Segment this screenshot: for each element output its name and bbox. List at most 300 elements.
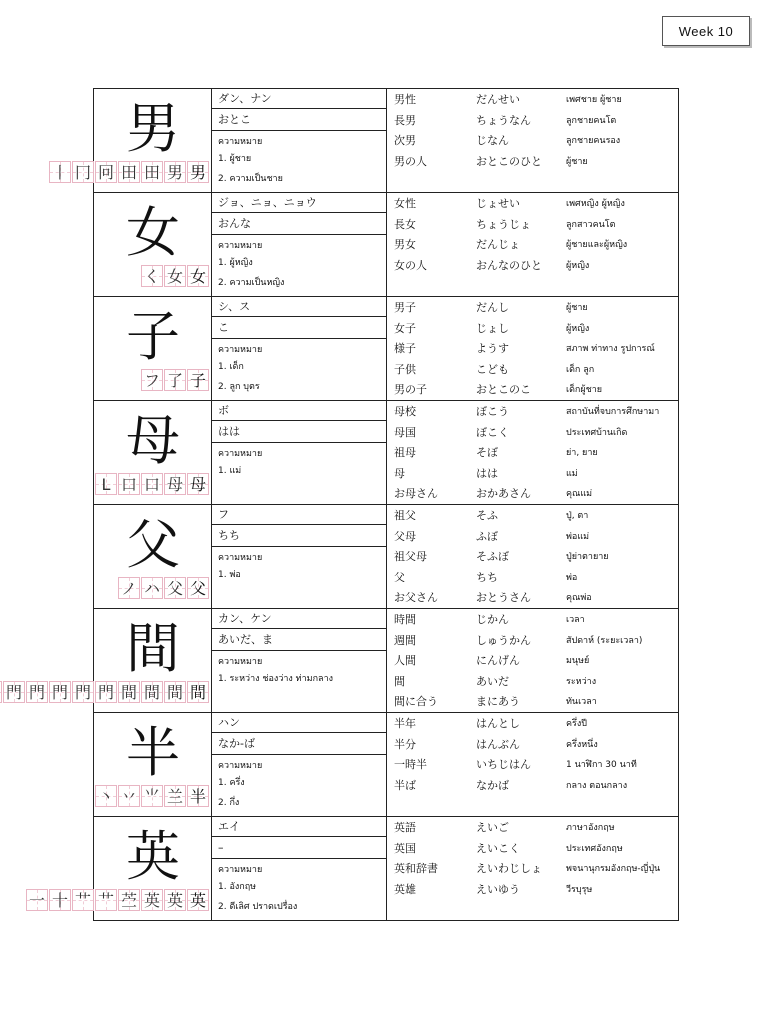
reading-cell — [212, 297, 387, 400]
stroke-glyph: 間 — [189, 683, 206, 702]
stroke-step — [3, 681, 25, 703]
vocab-meaning: 1 นาฬิกา 30 นาที — [566, 760, 637, 771]
meaning-heading: ความหมาย — [218, 657, 263, 667]
stroke-glyph: 口 — [143, 475, 160, 494]
vocab-item — [387, 111, 678, 132]
stroke-order — [140, 265, 209, 289]
stroke-step — [49, 889, 71, 911]
vocab-item — [387, 443, 678, 464]
vocab-reading: ぼこう — [476, 405, 509, 418]
kanji-cell — [51, 89, 212, 192]
stroke-step — [164, 785, 186, 807]
vocabulary-cell — [387, 89, 678, 193]
kanji-row — [94, 297, 678, 401]
stroke-glyph: 母 — [189, 475, 206, 494]
vocab-meaning: ผู้ชาย — [566, 303, 588, 313]
stroke-glyph: 父 — [166, 579, 183, 598]
on-reading: エイ — [212, 817, 386, 837]
vocab-reading: だんし — [476, 301, 509, 314]
kanji-character: 男 — [126, 97, 180, 160]
vocab-item — [387, 194, 678, 215]
kun-reading: こ — [212, 317, 386, 339]
vocab-meaning: คุณแม่ — [566, 489, 593, 500]
stroke-step — [118, 681, 140, 703]
kun-reading: あいだ、ま — [212, 629, 386, 651]
vocab-word: 男の人 — [394, 154, 427, 168]
vocab-meaning: ลูกสาวคนโต — [566, 219, 616, 230]
on-reading: フ — [212, 505, 386, 525]
vocab-reading: はんとし — [476, 717, 520, 730]
vocab-item — [387, 235, 678, 256]
meaning-heading: ความหมาย — [218, 449, 263, 459]
vocab-item — [387, 527, 678, 548]
stroke-step — [164, 473, 186, 495]
vocab-meaning: กลาง ตอนกลาง — [566, 780, 628, 791]
vocab-item — [387, 380, 678, 401]
vocab-word: 子供 — [394, 362, 416, 376]
vocab-reading: ぼこく — [476, 425, 509, 439]
vocab-reading: おとこのひと — [476, 154, 542, 168]
stroke-order — [117, 577, 209, 601]
kanji-row — [5, 609, 678, 713]
stroke-glyph: L — [101, 475, 111, 494]
on-reading: カン、ケン — [212, 609, 386, 629]
stroke-step — [141, 161, 163, 183]
vocab-meaning: ประเทศอังกฤษ — [566, 843, 623, 854]
vocabulary-cell — [387, 817, 678, 921]
stroke-step — [118, 889, 140, 911]
stroke-step — [118, 785, 140, 807]
vocab-reading: はは — [476, 466, 498, 480]
vocabulary-cell — [387, 713, 678, 817]
stroke-glyph: 門 — [28, 683, 45, 702]
vocab-item — [387, 319, 678, 340]
stroke-glyph: 英 — [189, 891, 206, 910]
stroke-glyph: 丶 — [97, 787, 114, 806]
reading-cell — [212, 609, 387, 712]
stroke-step — [187, 889, 209, 911]
stroke-glyph: 女 — [189, 267, 206, 286]
stroke-step — [0, 681, 2, 703]
vocab-meaning: ทันเวลา — [566, 697, 597, 708]
kun-reading: はは — [212, 421, 386, 443]
stroke-glyph: 田 — [143, 163, 160, 182]
stroke-step — [141, 265, 163, 287]
stroke-glyph: 艹 — [97, 891, 114, 910]
vocab-reading: えいわじしょ — [476, 862, 542, 876]
reading-cell — [212, 505, 387, 608]
vocab-item — [387, 152, 678, 173]
on-reading: ジョ、ニョ、ニョウ — [212, 193, 386, 213]
stroke-step — [164, 681, 186, 703]
vocab-item — [387, 672, 678, 693]
kun-reading: おとこ — [212, 109, 386, 131]
vocab-meaning: ลูกชายคนรอง — [566, 136, 621, 147]
stroke-step — [72, 161, 94, 183]
stroke-step — [164, 265, 186, 287]
stroke-glyph: 男 — [189, 163, 206, 182]
kanji-character: 間 — [126, 617, 180, 680]
kanji-cell — [94, 505, 212, 608]
vocab-meaning: ประเทศบ้านเกิด — [566, 427, 628, 438]
vocab-reading: しゅうかん — [476, 633, 531, 647]
vocab-item — [387, 131, 678, 152]
vocab-word: 祖父 — [394, 509, 416, 522]
stroke-glyph: 了 — [166, 371, 183, 390]
vocab-word: 男の子 — [394, 383, 427, 397]
stroke-glyph: 冂 — [74, 163, 91, 182]
vocab-word: 祖父母 — [394, 550, 427, 564]
vocabulary-cell — [387, 193, 678, 297]
stroke-glyph: 間 — [166, 683, 183, 702]
stroke-glyph: 母 — [166, 475, 183, 494]
stroke-glyph: 冋 — [97, 163, 114, 182]
meaning-item: 1. พ่อ — [218, 570, 241, 580]
stroke-step — [141, 681, 163, 703]
vocab-meaning: เพศชาย ผู้ชาย — [566, 95, 622, 105]
vocabulary-cell — [387, 401, 678, 505]
vocab-meaning: ครึ่งหนึ่ง — [566, 739, 598, 750]
kanji-row — [94, 193, 678, 297]
stroke-glyph: 英 — [166, 891, 183, 910]
vocab-item — [387, 588, 678, 609]
vocab-meaning: เพศหญิง ผู้หญิง — [566, 199, 625, 209]
vocab-meaning: เด็กผู้ชาย — [566, 385, 603, 396]
vocab-reading: ちょうなん — [476, 113, 531, 127]
vocab-reading: だんじょ — [476, 238, 520, 252]
vocab-item — [387, 859, 678, 880]
vocab-word: 次男 — [394, 134, 416, 148]
meaning-item: 2. ลูก บุตร — [218, 382, 260, 392]
vocab-item — [387, 547, 678, 568]
vocab-meaning: พจนานุกรมอังกฤษ-ญี่ปุ่น — [566, 864, 661, 875]
vocab-word: 父 — [394, 570, 405, 584]
stroke-step — [95, 161, 117, 183]
vocab-meaning: ปู่ย่าตายาย — [566, 552, 609, 563]
stroke-glyph: 間 — [120, 683, 137, 702]
vocab-word: 祖母 — [394, 446, 416, 460]
reading-cell — [212, 89, 387, 192]
stroke-order — [140, 369, 209, 393]
meaning-heading: ความหมาย — [218, 865, 263, 875]
stroke-glyph: 門 — [5, 683, 22, 702]
stroke-order — [0, 681, 209, 705]
vocab-reading: えいご — [476, 821, 509, 834]
vocab-reading: そぼ — [476, 446, 498, 460]
vocab-meaning: คุณพ่อ — [566, 593, 592, 604]
vocab-meaning: ผู้ชายและผู้หญิง — [566, 240, 628, 251]
stroke-step — [164, 161, 186, 183]
stroke-order — [94, 785, 209, 809]
vocab-word: 母 — [394, 466, 405, 480]
vocab-item — [387, 568, 678, 589]
reading-cell — [212, 817, 387, 920]
stroke-step — [164, 889, 186, 911]
kun-reading: なか-ば — [212, 733, 386, 755]
vocabulary-cell — [387, 609, 678, 713]
vocabulary-cell — [387, 505, 678, 609]
vocab-reading: えいこく — [476, 841, 520, 855]
stroke-step — [26, 889, 48, 911]
vocab-reading: じかん — [476, 613, 509, 626]
vocab-meaning: ผู้หญิง — [566, 323, 590, 334]
stroke-glyph: 丨 — [51, 163, 68, 182]
stroke-step — [187, 681, 209, 703]
vocab-item — [387, 298, 678, 319]
on-reading: ボ — [212, 401, 386, 421]
vocab-reading: こども — [476, 362, 509, 376]
vocab-word: 英和辞書 — [394, 862, 438, 876]
vocab-meaning: ครึ่งปี — [566, 719, 587, 729]
kanji-character: 英 — [126, 825, 180, 888]
vocab-meaning: พ่อแม่ — [566, 531, 590, 542]
vocab-meaning: มนุษย์ — [566, 656, 590, 667]
vocab-reading: じなん — [476, 134, 509, 148]
kun-reading: おんな — [212, 213, 386, 235]
stroke-step — [118, 577, 140, 599]
stroke-glyph: 門 — [74, 683, 91, 702]
vocab-word: お母さん — [394, 487, 438, 501]
vocab-meaning: วีรบุรุษ — [566, 884, 593, 895]
stroke-step — [49, 161, 71, 183]
vocab-word: 人間 — [394, 654, 416, 668]
vocab-item — [387, 692, 678, 713]
stroke-step — [187, 577, 209, 599]
vocab-word: 男性 — [394, 93, 416, 106]
kanji-cell — [94, 401, 212, 504]
stroke-glyph: 十 — [51, 891, 68, 910]
stroke-step — [72, 681, 94, 703]
vocab-reading: おとこのこ — [476, 383, 531, 397]
kanji-cell — [94, 193, 212, 296]
vocab-meaning: แม่ — [566, 468, 578, 479]
vocab-item — [387, 90, 678, 111]
vocab-word: 長男 — [394, 113, 416, 127]
stroke-order — [25, 889, 209, 913]
vocab-word: 男女 — [394, 238, 416, 252]
vocab-reading: じょし — [476, 321, 509, 335]
kanji-row — [94, 713, 678, 817]
vocab-item — [387, 256, 678, 277]
stroke-step — [141, 473, 163, 495]
vocab-item — [387, 631, 678, 652]
vocab-word: 男子 — [394, 301, 416, 314]
stroke-glyph: 艹 — [74, 891, 91, 910]
kanji-row — [94, 505, 678, 609]
vocab-meaning: สถาบันที่จบการศึกษามา — [566, 407, 660, 417]
vocab-reading: いちじはん — [476, 758, 531, 772]
vocab-word: 様子 — [394, 342, 416, 356]
stroke-glyph: く — [143, 267, 160, 286]
vocab-reading: ふぼ — [476, 529, 498, 543]
kanji-cell — [28, 817, 212, 920]
vocab-word: 英雄 — [394, 882, 416, 896]
vocab-meaning: ผู้หญิง — [566, 260, 590, 271]
week-label: Week 10 — [662, 16, 750, 46]
kanji-row — [28, 817, 678, 921]
vocab-word: 半分 — [394, 737, 416, 751]
vocab-item — [387, 818, 678, 839]
stroke-step — [187, 785, 209, 807]
kanji-character: 半 — [126, 721, 180, 784]
vocab-word: 母国 — [394, 425, 416, 439]
vocab-reading: えいゆう — [476, 882, 520, 896]
stroke-step — [187, 161, 209, 183]
vocab-meaning: ภาษาอังกฤษ — [566, 823, 615, 833]
stroke-step — [118, 161, 140, 183]
vocab-word: 女子 — [394, 321, 416, 335]
vocab-reading: じょせい — [476, 197, 520, 210]
stroke-step — [141, 889, 163, 911]
vocab-reading: まにあう — [476, 695, 520, 709]
kanji-character: 母 — [126, 409, 180, 472]
vocab-item — [387, 464, 678, 485]
vocab-word: 英国 — [394, 841, 416, 855]
meaning-item: 2. ความเป็นชาย — [218, 174, 283, 184]
meaning-item: 1. ผู้หญิง — [218, 258, 253, 268]
stroke-glyph: 一 — [28, 891, 45, 910]
vocab-reading: だんせい — [476, 93, 520, 106]
vocab-item — [387, 215, 678, 236]
vocab-word: お父さん — [394, 591, 438, 605]
kanji-table — [5, 88, 679, 921]
vocab-word: 半年 — [394, 717, 416, 730]
kanji-cell — [94, 297, 212, 400]
vocab-meaning: สภาพ ท่าทาง รูปการณ์ — [566, 344, 655, 355]
on-reading: シ、ス — [212, 297, 386, 317]
vocab-reading: おかあさん — [476, 487, 531, 501]
kanji-cell — [5, 609, 212, 712]
vocab-meaning: พ่อ — [566, 572, 578, 583]
stroke-glyph: フ — [143, 371, 160, 390]
meaning-item: 1. ระหว่าง ช่องว่าง ท่ามกลาง — [218, 674, 334, 684]
vocab-word: 女性 — [394, 197, 416, 210]
reading-cell — [212, 193, 387, 296]
stroke-step — [141, 785, 163, 807]
vocab-meaning: ปู่, ตา — [566, 511, 589, 521]
stroke-glyph: 田 — [120, 163, 137, 182]
vocab-reading: ちち — [476, 570, 498, 584]
meaning-heading: ความหมาย — [218, 345, 263, 355]
stroke-step — [26, 681, 48, 703]
stroke-step — [72, 889, 94, 911]
vocab-item — [387, 610, 678, 631]
vocab-reading: なかば — [476, 778, 509, 792]
meaning-item: 1. ครึ่ง — [218, 778, 245, 788]
meaning-item: 2. ดีเลิศ ปราดเปรื่อง — [218, 902, 298, 912]
stroke-glyph: 間 — [143, 683, 160, 702]
vocab-item — [387, 776, 678, 797]
stroke-glyph: 丷 — [120, 787, 137, 806]
meaning-heading: ความหมาย — [218, 137, 263, 147]
kanji-character: 父 — [126, 513, 180, 576]
vocab-item — [387, 402, 678, 423]
stroke-glyph: 門 — [97, 683, 114, 702]
vocab-reading: おんなのひと — [476, 258, 542, 272]
vocab-item — [387, 339, 678, 360]
reading-cell — [212, 713, 387, 816]
vocab-meaning: ลูกชายคนโต — [566, 115, 617, 126]
vocab-word: 間に合う — [394, 695, 438, 709]
vocab-reading: ようす — [476, 342, 509, 356]
stroke-step — [118, 473, 140, 495]
vocab-reading: ちょうじょ — [476, 217, 531, 231]
vocabulary-cell — [387, 297, 678, 401]
stroke-glyph: 半 — [189, 787, 206, 806]
meaning-heading: ความหมาย — [218, 761, 263, 771]
on-reading: ダン、ナン — [212, 89, 386, 109]
vocab-reading: そふぼ — [476, 550, 509, 564]
vocab-item — [387, 880, 678, 901]
vocab-word: 間 — [394, 674, 405, 688]
vocab-word: 長女 — [394, 217, 416, 231]
kanji-character: 女 — [126, 201, 180, 264]
vocab-reading: おとうさん — [476, 591, 531, 605]
vocab-item — [387, 651, 678, 672]
meaning-item: 1. แม่ — [218, 466, 242, 476]
stroke-glyph: 英 — [143, 891, 160, 910]
kanji-character: 子 — [126, 305, 180, 368]
stroke-step — [141, 369, 163, 391]
stroke-glyph: ノ — [120, 579, 137, 598]
vocab-item — [387, 735, 678, 756]
vocab-meaning: ระหว่าง — [566, 676, 597, 687]
vocab-reading: にんげん — [476, 654, 520, 668]
vocab-word: 時間 — [394, 613, 416, 626]
stroke-glyph: 苎 — [120, 891, 137, 910]
stroke-step — [187, 265, 209, 287]
meaning-item: 1. ผู้ชาย — [218, 154, 252, 164]
stroke-step — [95, 785, 117, 807]
vocab-item — [387, 506, 678, 527]
kanji-row — [94, 401, 678, 505]
meaning-item: 2. ความเป็นหญิง — [218, 278, 285, 288]
vocab-item — [387, 360, 678, 381]
vocab-meaning: สัปดาห์ (ระยะเวลา) — [566, 635, 643, 646]
vocab-meaning: เด็ก ลูก — [566, 364, 595, 375]
meaning-heading: ความหมาย — [218, 241, 263, 251]
on-reading: ハン — [212, 713, 386, 733]
stroke-order — [48, 161, 209, 185]
vocab-item — [387, 423, 678, 444]
meaning-item: 1. อังกฤษ — [218, 882, 257, 892]
stroke-glyph: 門 — [51, 683, 68, 702]
vocab-word: 英語 — [394, 821, 416, 834]
reading-cell — [212, 401, 387, 504]
kun-reading: – — [212, 837, 386, 859]
vocab-item — [387, 484, 678, 505]
stroke-step — [164, 577, 186, 599]
stroke-step — [95, 681, 117, 703]
stroke-step — [95, 473, 117, 495]
stroke-glyph: 口 — [120, 475, 137, 494]
vocab-meaning: เวลา — [566, 615, 585, 625]
vocab-item — [387, 755, 678, 776]
vocab-word: 一時半 — [394, 758, 427, 772]
stroke-step — [95, 889, 117, 911]
stroke-step — [164, 369, 186, 391]
vocab-item — [387, 714, 678, 735]
stroke-glyph: ⺌ — [143, 787, 160, 806]
vocab-word: 母校 — [394, 405, 416, 418]
vocab-meaning: ย่า, ยาย — [566, 448, 598, 459]
vocab-reading: あいだ — [476, 674, 509, 688]
vocab-word: 半ば — [394, 778, 416, 792]
stroke-glyph: 男 — [166, 163, 183, 182]
vocab-item — [387, 839, 678, 860]
kanji-row — [51, 89, 678, 193]
kun-reading: ちち — [212, 525, 386, 547]
